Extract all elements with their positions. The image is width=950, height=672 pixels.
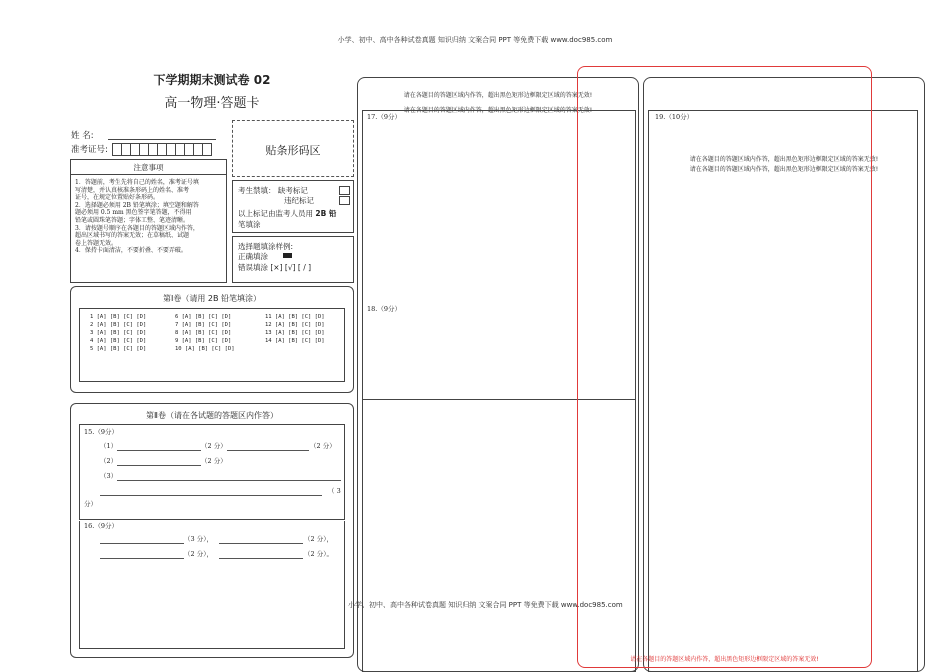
correct-fill-mark: [283, 253, 292, 258]
choice-row[interactable]: 13 [A] [B] [C] [D]: [265, 330, 325, 336]
absent-checkbox[interactable]: [339, 186, 350, 195]
section1-panel: [70, 286, 354, 393]
choice-row[interactable]: 11 [A] [B] [C] [D]: [265, 314, 325, 320]
barcode-label: 贴条形码区: [265, 144, 321, 157]
q16-score-4: （2 分）。: [304, 550, 333, 558]
q16-score-3: （2 分），: [184, 550, 213, 558]
exam-subtitle: 高一物理·答题卡: [164, 96, 260, 111]
id-label: 准考证号:: [71, 145, 108, 155]
q16-box: [79, 521, 345, 649]
column2-warning-top-2: 请在各题目的答题区域内作答，超出黑色矩形边框限定区域的答案无效!: [403, 107, 593, 114]
q19-label: 19.（10分）: [655, 113, 694, 121]
q15-p3-blank-a[interactable]: [117, 480, 341, 481]
q15-p1-blank-b[interactable]: [227, 450, 309, 451]
q17-label: 17.（9分）: [367, 113, 401, 121]
q16-blank-3[interactable]: [100, 558, 184, 559]
absent-line3b: 2B 铅: [315, 209, 337, 218]
q16-blank-4[interactable]: [219, 558, 303, 559]
q16-blank-1[interactable]: [100, 543, 184, 544]
bottom-warning: 请在各题目的答题区域内作答，超出黑色矩形边框限定区域的答案无效!: [630, 656, 819, 663]
column2-panel: [357, 77, 639, 672]
q15-p3-blank-b[interactable]: [100, 495, 322, 496]
note-line: 铅笔或圆珠笔答题；字体工整、笔迹清晰。: [75, 216, 190, 224]
absent-line3: [238, 208, 336, 219]
section2-panel: [70, 403, 354, 658]
choice-row[interactable]: 1 [A] [B] [C] [D]: [90, 314, 147, 320]
q15-p1-label: （1）: [100, 442, 118, 450]
column3-warning-2: 请在各题目的答题区域内作答，超出黑色矩形边框限定区域的答案无效!: [689, 166, 879, 173]
q15-p1-score-b: （2 分）: [310, 442, 336, 450]
note-line: 题必须用 0.5 mm 黑色签字笔答题，不得用: [75, 209, 192, 217]
q15-box: [79, 424, 345, 520]
q15-p1-score-a: （2 分）: [201, 442, 227, 450]
q15-p1-blank-a[interactable]: [117, 450, 201, 451]
q19-area[interactable]: [648, 110, 918, 672]
choice-row[interactable]: 9 [A] [B] [C] [D]: [175, 338, 232, 344]
choice-grid: [79, 308, 345, 382]
column2-warning-top: 请在各题目的答题区域内作答，超出黑色矩形边框限定区域的答案无效!: [403, 92, 593, 99]
column2-lower-area[interactable]: [362, 400, 636, 672]
column3-panel: [643, 77, 925, 672]
choice-row[interactable]: 7 [A] [B] [C] [D]: [175, 322, 232, 328]
note-line: 1．答题前，考生先将自己的姓名，准考证号填: [75, 179, 199, 186]
fill-sample-correct: 正确填涂: [238, 252, 268, 261]
note-line: 4．保持卡面清洁，不要折叠、不要弄破。: [75, 247, 187, 255]
choice-row[interactable]: 3 [A] [B] [C] [D]: [90, 330, 147, 336]
name-field[interactable]: [108, 139, 216, 140]
section2-title: 第Ⅱ卷（请在各试题的答题区内作答）: [146, 411, 278, 420]
q15-p3-label: （3）: [100, 472, 118, 480]
violation-checkbox[interactable]: [339, 196, 350, 205]
absent-line4: 笔填涂: [238, 220, 261, 229]
notes-box: [70, 159, 227, 283]
q16-label: 16.（9分）: [84, 522, 118, 530]
section1-title: 第Ⅰ卷（请用 2B 铅笔填涂）: [162, 294, 262, 303]
choice-row[interactable]: 14 [A] [B] [C] [D]: [265, 338, 325, 344]
choice-row[interactable]: 8 [A] [B] [C] [D]: [175, 330, 232, 336]
fill-sample-box: [232, 236, 354, 283]
q15-p3-score-close: 分）: [84, 500, 97, 508]
note-line: 2．选择题必须用 2B 铅笔填涂；填空题和解答: [75, 201, 199, 209]
absent-line2: 违纪标记: [284, 196, 314, 205]
absent-line3a: 以上标记由监考人员用: [238, 209, 313, 218]
q15-p2-blank[interactable]: [117, 465, 201, 466]
absent-box: [232, 180, 354, 233]
notes-title: 注意事项: [133, 163, 164, 172]
exam-title: 下学期期末测试卷 02: [153, 73, 271, 87]
q15-p3-score-open: （ 3: [328, 487, 341, 495]
q18-label: 18.（9分）: [367, 305, 401, 313]
q15-p2-label: （2）: [100, 457, 118, 465]
note-line: 超出区域书写的答案无效；在草稿纸、试题: [75, 232, 190, 240]
q17-area[interactable]: [362, 110, 636, 400]
header-watermark: 小学、初中、高中各种试卷真题 知识归纳 文案合同 PPT 等免费下载 www.doc985.com: [337, 36, 613, 44]
q16-score-2: （2 分），: [304, 535, 333, 543]
q16-blank-2[interactable]: [219, 543, 303, 544]
fill-sample-wrong: 错误填涂 [×] [√] [ / ]: [238, 263, 312, 272]
choice-row[interactable]: 4 [A] [B] [C] [D]: [90, 338, 147, 344]
note-line: 写清楚，并认真核准条形码上的姓名、准考: [75, 186, 190, 194]
q15-p2-score: （2 分）: [201, 457, 227, 465]
q16-score-1: （3 分），: [184, 535, 213, 543]
name-label: 姓 名:: [71, 131, 94, 141]
note-line: 证号，在规定位置贴好条形码。: [75, 194, 160, 202]
choice-row[interactable]: 5 [A] [B] [C] [D]: [90, 346, 147, 352]
fill-sample-title: 选择题填涂样例:: [238, 242, 294, 251]
choice-row[interactable]: 6 [A] [B] [C] [D]: [175, 314, 232, 320]
column3-warning-1: 请在各题目的答题区域内作答，超出黑色矩形边框限定区域的答案无效!: [689, 156, 879, 163]
barcode-area: [232, 120, 354, 177]
choice-row[interactable]: 2 [A] [B] [C] [D]: [90, 322, 147, 328]
middle-watermark: 小学、初中、高中各种试卷真题 知识归纳 文案合同 PPT 等免费下载 www.doc985.com: [348, 601, 623, 609]
absent-line1: 考生禁填： 缺考标记: [238, 186, 308, 195]
choice-row[interactable]: 10 [A] [B] [C] [D]: [175, 346, 235, 352]
choice-row[interactable]: 12 [A] [B] [C] [D]: [265, 322, 325, 328]
note-line: 3．请按题号顺序在各题目的答题区域内作答，: [75, 224, 199, 232]
note-line: 卷上答题无效。: [75, 239, 118, 247]
q15-label: 15.（9分）: [84, 428, 118, 436]
id-grid[interactable]: [112, 141, 227, 155]
notes-list: [75, 179, 225, 255]
